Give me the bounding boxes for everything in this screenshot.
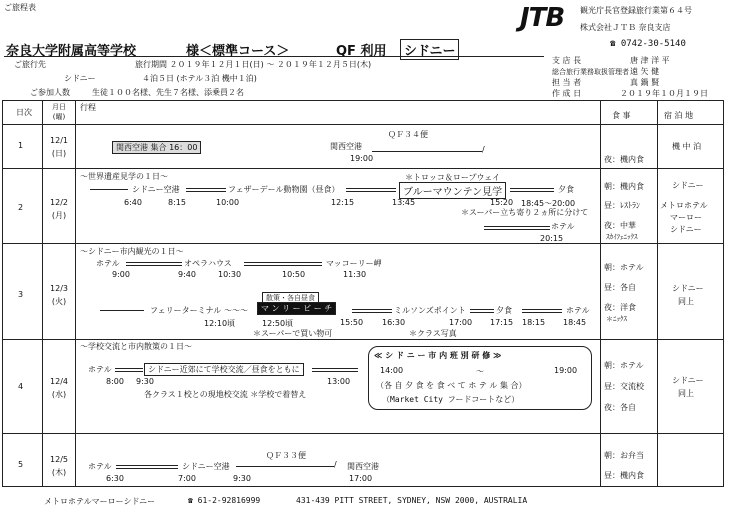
day-5-weekday: (木) [51,468,67,477]
day-4-dinner-note: （各 自 夕 食 を 食 べ て ホ テ ル 集 合） [376,381,527,390]
day-3-hotel-end: ホテル [566,306,590,315]
col-header-stay: 宿 泊 地 [664,111,694,120]
participants-label: ご参加人数 [30,88,70,97]
day-4-group-study-title: ≪ シ ド ニ ー 市 内 班 別 研 修 ≫ [374,351,502,360]
creation-date: ２０１９年１０月１９日 [620,89,708,98]
day-5-kix: 関西空港 [347,462,379,471]
day-4-market-city-note: （Market City フードコートなど） [382,395,520,404]
day-3-bus-2 [244,262,322,266]
day-2-stay-hotel-1: メトロホテル [660,201,708,210]
day-3-time-1700: 17:00 [449,318,473,327]
day-3-meal-breakfast: 朝：ホテル [604,263,644,272]
day-2-stay-city: シドニー [672,181,704,190]
footer-hotel-name: メトロホテルマーローシドニー [44,497,156,506]
table-bottom-border [2,486,724,487]
staff-role-3: 担 当 者 [552,78,582,87]
day-5-time-0630: 6:30 [106,474,124,483]
day-2-bus-1 [186,188,226,192]
day-4-meal-dinner: 夜：各自 [604,403,636,412]
day-1-weekday: (日) [51,149,67,158]
day-4-date: 12/4 [50,377,68,386]
day-3-ferry-wave: ～～～ [224,306,248,315]
day-1-flight-line [372,151,482,152]
day-3-hotel-start: ホテル [96,259,120,268]
day-3-class-photo-note: ＊クラス写真 [409,329,457,338]
day-1-flight-end: / [482,145,485,154]
day-3-line-a [100,310,144,311]
day-2-line-a [90,189,128,190]
day-2-theme: ～世界遺産見学の１日～ [80,172,168,181]
day-3-milsons-point: ミルソンズポイント [394,306,466,315]
day-4-number: 4 [18,382,24,391]
day-5-date: 12/5 [50,455,68,464]
company-registration: 観光庁長官登録旅行業第６４号 [580,6,692,15]
day-5-time-0930: 9:30 [233,474,251,483]
day-2-dinner: 夕食 [558,185,574,194]
day-1-time-1900: 19:00 [350,154,374,163]
day-4-exchange-note: 各クラス１校との現地校交流 ＊学校で着替え [144,390,307,399]
staff-person-2: 遠 矢 健 [630,67,660,76]
day-2-stay-hotel-2: マーロー [670,213,702,222]
day-5-hotel: ホテル [88,462,112,471]
company-name: 株式会社ＪＴＢ 奈良支店 [580,23,671,32]
day-5-bus-1 [116,465,178,469]
col-border-date [75,100,76,486]
day-2-date: 12/2 [50,198,68,207]
day-2-time-0640: 6:40 [124,198,142,207]
day-3-mrs-macquarie: マッコーリー岬 [326,259,382,268]
period-label: ご旅行先 [14,60,46,69]
day-3-stay-city: シドニー [672,284,704,293]
day-3-time-1845: 18:45 [563,318,587,327]
jtb-logo: JTB [520,3,565,33]
row-2-border [2,243,724,244]
day-2-bus-3 [510,188,554,192]
day-5-flight-end: / [334,460,337,469]
day-3-bus-3 [352,309,392,313]
day-1-date: 12/1 [50,136,68,145]
col-border-itinerary [600,100,601,486]
day-4-time-range: ～ [476,367,484,376]
day-1-kix: 関西空港 [330,142,362,151]
day-3-dinner: 夕食 [496,306,512,315]
day-3-bus-1 [126,262,182,266]
school-name: 奈良大学附属高等学校 [6,44,137,59]
day-3-supermarket-note: ＊スーパーで買い物可 [253,329,333,338]
day-1-stay: 機 中 泊 [672,142,702,151]
day-3-time-1130: 11:30 [343,270,367,279]
day-5-time-0700: 7:00 [178,474,196,483]
col-header-date: 月日 (曜) [52,103,66,121]
day-4-time-0930: 9:30 [136,377,154,386]
day-3-weekday: (火) [51,297,67,306]
day-2-time-1215: 12:15 [331,198,355,207]
staff-person-1: 唐 津 洋 平 [630,56,670,65]
day-2-time-dinner: 18:45～20:00 [521,199,576,208]
day-2-bus-2 [346,188,396,192]
day-3-time-1050: 10:50 [282,270,306,279]
day-4-weekday: (水) [51,390,67,399]
day-3-bus-4 [470,309,494,313]
course-name: 様＜標準コース＞ [186,44,290,59]
day-3-time-1815: 18:15 [522,318,546,327]
day-2-trolley-note: ＊トロッコ＆ロープウェイ [405,173,501,182]
creation-date-label: 作 成 日 [552,89,582,98]
company-phone: ☎ 0742-30-5140 [610,39,686,49]
day-2-stay-hotel-3: シドニー [670,225,702,234]
row-1-border [2,168,724,169]
day-2-meal-breakfast: 朝：機内食 [604,182,644,191]
col-header-day: 日次 [16,108,32,117]
day-2-time-1520: 15:20 [490,198,514,207]
participants: 生徒１００名様、先生７名様、添乗員２名 [92,88,244,97]
day-4-time-1400: 14:00 [380,366,404,375]
destination-box: シドニー [400,39,459,60]
day-3-ferry-terminal: フェリーターミナル [150,306,222,315]
day-2-bus-4 [484,226,550,230]
day-2-time-0815: 8:15 [168,198,186,207]
day-2-supermarket-note: ＊スーパー立ち寄り２ヵ所に分けて [461,208,589,217]
row-4-border [2,433,724,434]
day-5-number: 5 [18,460,24,469]
col-border-right [723,100,724,486]
day-5-flight-line [236,466,334,467]
day-3-manly-beach-box: マ ン リ ー ビ ー チ [257,302,336,315]
day-2-time-1000: 10:00 [216,198,240,207]
document-title: ご旅程表 [4,3,36,12]
day-4-time-1900: 19:00 [554,366,578,375]
day-5-meal-lunch: 昼：機内食 [604,471,644,480]
header-row-border [2,124,724,125]
day-2-time-1345: 13:45 [392,198,416,207]
day-5-sydney-airport: シドニー空港 [182,462,230,471]
day-3-time-1630: 16:30 [382,318,406,327]
travel-period: 旅行期間 ２０１９年１２月１日(日) ～ ２０１９年１２月５日(木) [135,60,372,69]
day-4-time-1300: 13:00 [327,377,351,386]
day-5-meal-breakfast: 朝：お弁当 [604,451,644,460]
day-4-meal-lunch: 昼：交流校 [604,382,644,391]
staff-role-2: 総合旅行業務取扱管理者 [552,68,629,76]
day-1-meeting-box: 関西空港 集合 16：00 [112,141,201,154]
day-3-number: 3 [18,290,24,299]
day-2-weekday: (月) [51,211,67,220]
day-4-meal-breakfast: 朝：ホテル [604,361,644,370]
day-5-time-1700: 17:00 [349,474,373,483]
day-3-time-0900: 9:00 [112,270,130,279]
day-4-theme: ～学校交流と市内散策の１日～ [80,342,192,351]
staff-role-1: 支 店 長 [552,56,582,65]
day-3-meal-dinner: 夜：洋食 [604,303,636,312]
day-2-featherdale: フェザーデール動物園（昼食） [228,185,340,194]
day-1-number: 1 [18,141,24,150]
staff-person-3: 真 鍋 賢 [630,78,660,87]
col-border-meal [657,100,658,486]
day-5-flight: ＱＦ３３便 [266,451,306,460]
day-3-time-0940: 9:40 [178,270,196,279]
day-3-time-1030: 10:30 [218,270,242,279]
day-3-stay-same: 同上 [678,297,694,306]
day-3-time-1550: 15:50 [340,318,364,327]
day-3-free-lunch-note: 散策・各自昼食 [262,292,319,304]
day-3-meal-restaurant: ＊ﾆｯｸｽ [606,315,627,323]
day-4-school-exchange-box: シドニー近郊にて学校交流／昼食をともに [144,363,304,376]
day-2-sydney-airport: シドニー空港 [132,185,180,194]
day-4-stay-city: シドニー [672,376,704,385]
day-3-theme: ～シドニー市内観光の１日～ [80,247,184,256]
day-2-time-2015: 20:15 [540,234,564,243]
day-2-blue-mountains-box: ブルーマウンテン見学 [399,182,506,199]
footer-hotel-phone: ☎ 61-2-92816999 [188,496,261,505]
day-2-meal-restaurant: ｽｶｲﾌｪﾆｯｸｽ [606,233,638,241]
row-3-border [2,339,724,340]
day-3-time-1250: 12:50頃 [262,319,294,328]
airline: QF 利用 [336,44,387,59]
day-4-time-0800: 8:00 [106,377,124,386]
day-2-meal-dinner: 夜：中華 [604,221,636,230]
title-underline [4,56,544,57]
footer-hotel-address: 431-439 PITT STREET, SYDNEY, NSW 2000, AUSTRALIA [296,496,528,505]
col-border-left [2,100,3,486]
day-1-meal-dinner: 夜：機内食 [604,155,644,164]
col-header-meal: 食 事 [612,111,631,120]
day-3-time-1210: 12:10頃 [204,319,236,328]
day-2-number: 2 [18,203,24,212]
day-3-bus-5 [522,309,562,313]
col-header-itinerary: 行程 [80,103,96,112]
day-4-stay-same: 同上 [678,389,694,398]
day-2-hotel: ホテル [551,222,575,231]
day-3-meal-lunch: 昼：各自 [604,283,636,292]
col-border-day [42,100,43,486]
day-2-meal-lunch: 昼：ﾚｽﾄﾗﾝ [604,201,640,210]
day-4-bus-2 [312,368,358,372]
day-4-hotel: ホテル [88,365,112,374]
table-top-border [2,100,724,101]
destination-place: シドニー [64,74,96,83]
day-3-date: 12/3 [50,284,68,293]
duration: ４泊５日 (ホテル３泊 機中１泊) [142,74,257,83]
day-1-flight: ＱＦ３４便 [388,130,428,139]
day-3-time-1715: 17:15 [490,318,514,327]
day-3-opera-house: オペラハウス [184,259,232,268]
day-4-bus-1 [115,368,143,372]
